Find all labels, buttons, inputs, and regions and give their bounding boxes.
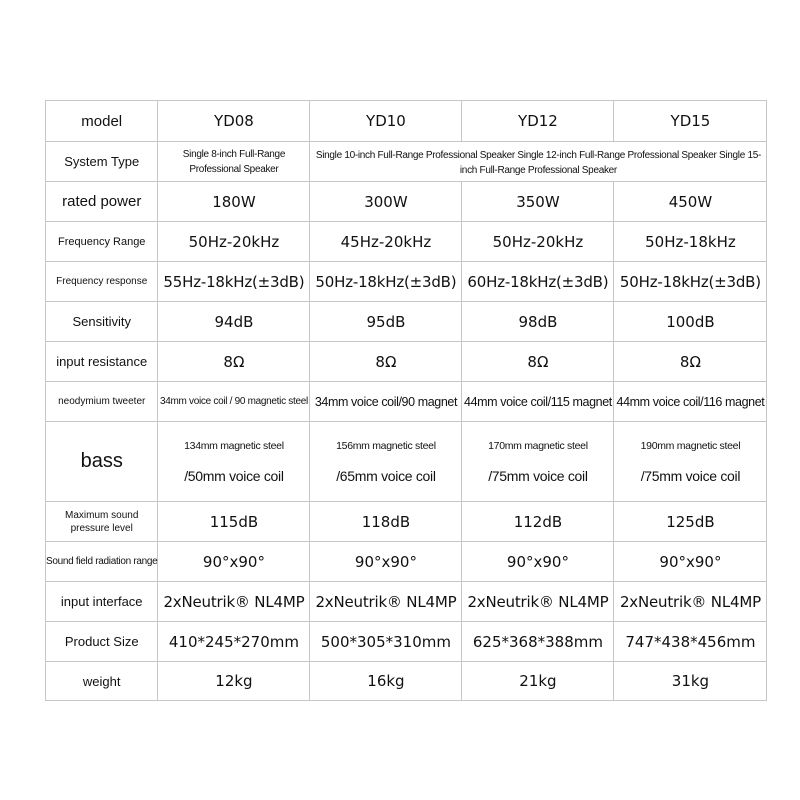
label-input-interface: input interface bbox=[46, 582, 158, 622]
bass-yd10 bbox=[310, 422, 462, 502]
bass-yd12 bbox=[462, 422, 614, 502]
frequency-response-yd12: 60Hz-18kHz(±3dB) bbox=[462, 262, 614, 302]
max-spl-yd15: 125dB bbox=[614, 502, 767, 542]
input-resistance-yd12: 8Ω bbox=[462, 342, 614, 382]
radiation-yd10: 90°x90° bbox=[310, 542, 462, 582]
label-product-size: Product Size bbox=[46, 622, 158, 662]
tweeter-yd12: 44mm voice coil/115 magnet bbox=[462, 382, 614, 422]
sensitivity-yd10: 95dB bbox=[310, 302, 462, 342]
weight-yd12: 21kg bbox=[462, 662, 614, 701]
bass-yd12-coil: /75mm voice coil bbox=[488, 467, 588, 484]
bass-yd08-coil: /50mm voice coil bbox=[184, 467, 284, 484]
frequency-response-yd10: 50Hz-18kHz(±3dB) bbox=[310, 262, 462, 302]
bass-yd08 bbox=[158, 422, 310, 502]
label-radiation-range: Sound field radiation range bbox=[46, 542, 158, 582]
radiation-yd08: 90°x90° bbox=[158, 542, 310, 582]
bass-yd15-coil: /75mm voice coil bbox=[640, 467, 741, 484]
input-resistance-yd15: 8Ω bbox=[614, 342, 767, 382]
weight-yd15: 31kg bbox=[614, 662, 767, 701]
input-resistance-yd08: 8Ω bbox=[158, 342, 310, 382]
row-frequency-response bbox=[46, 262, 767, 302]
row-max-spl bbox=[46, 502, 767, 542]
max-spl-yd10: 118dB bbox=[310, 502, 462, 542]
input-interface-yd08: 2xNeutrik® NL4MP bbox=[158, 582, 310, 622]
frequency-response-yd15: 50Hz-18kHz(±3dB) bbox=[614, 262, 767, 302]
bass-yd15-magnet: 190mm magnetic steel bbox=[640, 439, 741, 452]
label-bass: bass bbox=[46, 422, 158, 502]
label-neodymium-tweeter: neodymium tweeter bbox=[46, 382, 158, 422]
row-system-type bbox=[46, 142, 767, 182]
weight-yd10: 16kg bbox=[310, 662, 462, 701]
rated-power-yd08: 180W bbox=[158, 182, 310, 222]
bass-yd10-magnet: 156mm magnetic steel bbox=[336, 439, 436, 452]
max-spl-yd12: 112dB bbox=[462, 502, 614, 542]
system-type-rest-cell bbox=[310, 142, 767, 182]
row-rated-power bbox=[46, 182, 767, 222]
row-bass bbox=[46, 422, 767, 502]
system-type-yd08: Single 8-inch Full-Range Professional Speaker bbox=[158, 142, 310, 182]
product-size-yd12: 625*368*388mm bbox=[462, 622, 614, 662]
row-weight bbox=[46, 662, 767, 701]
row-radiation-range bbox=[46, 542, 767, 582]
input-interface-yd12: 2xNeutrik® NL4MP bbox=[462, 582, 614, 622]
sensitivity-yd08: 94dB bbox=[158, 302, 310, 342]
model-yd12: YD12 bbox=[462, 101, 614, 142]
row-frequency-range bbox=[46, 222, 767, 262]
sensitivity-yd15: 100dB bbox=[614, 302, 767, 342]
label-input-resistance: input resistance bbox=[46, 342, 158, 382]
system-type-rest: Single 10-inch Full-Range Professional Speaker Single 12-inch Full-Range Professional Speaker Single 15-inch Full-Range Professional Speaker bbox=[315, 150, 762, 176]
tweeter-yd08: 34mm voice coil / 90 magnetic steel bbox=[158, 382, 310, 422]
frequency-range-yd12: 50Hz-20kHz bbox=[462, 222, 614, 262]
rated-power-yd15: 450W bbox=[614, 182, 767, 222]
model-yd10: YD10 bbox=[310, 101, 462, 142]
input-interface-yd10: 2xNeutrik® NL4MP bbox=[310, 582, 462, 622]
sensitivity-yd12: 98dB bbox=[462, 302, 614, 342]
weight-yd08: 12kg bbox=[158, 662, 310, 701]
bass-yd15 bbox=[614, 422, 767, 502]
label-sensitivity: Sensitivity bbox=[46, 302, 158, 342]
row-model bbox=[46, 101, 767, 142]
bass-yd08-magnet: 134mm magnetic steel bbox=[184, 439, 284, 452]
frequency-range-yd15: 50Hz-18kHz bbox=[614, 222, 767, 262]
max-spl-yd08: 115dB bbox=[158, 502, 310, 542]
label-weight: weight bbox=[46, 662, 158, 701]
tweeter-yd15: 44mm voice coil/116 magnet bbox=[614, 382, 767, 422]
bass-yd10-coil: /65mm voice coil bbox=[336, 467, 436, 484]
model-yd15: YD15 bbox=[614, 101, 767, 142]
frequency-range-yd08: 50Hz-20kHz bbox=[158, 222, 310, 262]
label-frequency-response: Frequency response bbox=[46, 262, 158, 302]
radiation-yd12: 90°x90° bbox=[462, 542, 614, 582]
label-rated-power: rated power bbox=[46, 182, 158, 222]
input-resistance-yd10: 8Ω bbox=[310, 342, 462, 382]
label-frequency-range: Frequency Range bbox=[46, 222, 158, 262]
row-sensitivity bbox=[46, 302, 767, 342]
product-size-yd15: 747*438*456mm bbox=[614, 622, 767, 662]
row-input-interface bbox=[46, 582, 767, 622]
frequency-range-yd10: 45Hz-20kHz bbox=[310, 222, 462, 262]
rated-power-yd12: 350W bbox=[462, 182, 614, 222]
frequency-response-yd08: 55Hz-18kHz(±3dB) bbox=[158, 262, 310, 302]
radiation-yd15: 90°x90° bbox=[614, 542, 767, 582]
rated-power-yd10: 300W bbox=[310, 182, 462, 222]
label-model: model bbox=[46, 101, 158, 142]
bass-yd12-magnet: 170mm magnetic steel bbox=[488, 439, 588, 452]
row-product-size bbox=[46, 622, 767, 662]
label-system-type: System Type bbox=[46, 142, 158, 182]
model-yd08: YD08 bbox=[158, 101, 310, 142]
input-interface-yd15: 2xNeutrik® NL4MP bbox=[614, 582, 767, 622]
product-size-yd10: 500*305*310mm bbox=[310, 622, 462, 662]
spec-table bbox=[45, 100, 767, 701]
tweeter-yd10: 34mm voice coil/90 magnet bbox=[310, 382, 462, 422]
row-neodymium-tweeter bbox=[46, 382, 767, 422]
label-max-spl: Maximum sound pressure level bbox=[46, 502, 158, 542]
row-input-resistance bbox=[46, 342, 767, 382]
product-size-yd08: 410*245*270mm bbox=[158, 622, 310, 662]
